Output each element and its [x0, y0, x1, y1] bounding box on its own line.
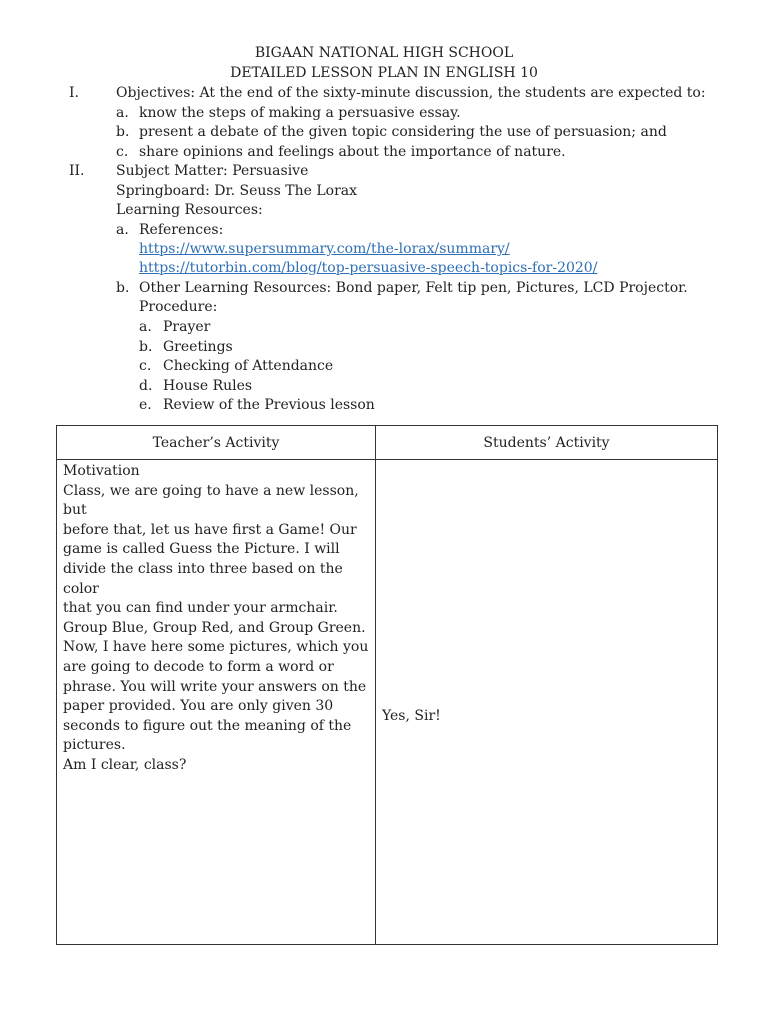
- objective-marker-a: a.: [116, 105, 129, 121]
- student-response: Yes, Sir!: [382, 708, 441, 724]
- objectives-heading: Objectives: At the end of the sixty-minute discussion, the students are expected to:: [116, 85, 706, 101]
- references-marker: a.: [116, 222, 129, 238]
- procedure-item-prayer: Prayer: [163, 319, 211, 335]
- procedure-marker-e: e.: [139, 397, 152, 413]
- school-name: BIGAAN NATIONAL HIGH SCHOOL: [254, 45, 514, 61]
- objective-marker-b: b.: [116, 124, 130, 140]
- procedure-marker-b: b.: [139, 339, 153, 355]
- procedure-marker-a: a.: [139, 319, 152, 335]
- procedure-item-review: Review of the Previous lesson: [163, 397, 375, 413]
- section-1-numeral: I.: [69, 85, 79, 101]
- section-2-numeral: II.: [69, 163, 85, 179]
- procedure-label: Procedure:: [139, 299, 218, 315]
- other-resources-marker: b.: [116, 280, 130, 296]
- objective-marker-c: c.: [116, 144, 129, 160]
- reference-link-2[interactable]: https://tutorbin.com/blog/top-persuasive-speech-topics-for-2020/: [139, 260, 598, 276]
- learning-resources-label: Learning Resources:: [116, 202, 263, 218]
- references-label: References:: [139, 222, 224, 238]
- procedure-item-house-rules: House Rules: [163, 378, 253, 394]
- teacher-activity-header: Teacher’s Activity: [57, 426, 376, 460]
- objective-a: know the steps of making a persuasive essay.: [139, 105, 461, 121]
- subject-matter: Subject Matter: Persuasive: [116, 163, 309, 179]
- reference-link-1[interactable]: https://www.supersummary.com/the-lorax/summary/: [139, 241, 510, 257]
- springboard: Springboard: Dr. Seuss The Lorax: [116, 183, 358, 199]
- procedure-marker-d: d.: [139, 378, 153, 394]
- table-row: [57, 460, 718, 945]
- procedure-item-greetings: Greetings: [163, 339, 233, 355]
- students-activity-header: Students’ Activity: [376, 426, 718, 460]
- other-resources: Other Learning Resources: Bond paper, Felt tip pen, Pictures, LCD Projector.: [139, 280, 688, 296]
- teacher-activity-cell: [57, 460, 376, 945]
- procedure-item-attendance: Checking of Attendance: [163, 358, 334, 374]
- procedure-marker-c: c.: [139, 358, 152, 374]
- activity-table: [56, 425, 718, 945]
- teacher-motivation-text: Motivation Class, we are going to have a new lesson, but before that, let us have first a Game! Our game is called Guess the Picture. I will divide the class into three based on the color that you can find under your armchair. Group Blue, Group Red, and Group Green. Now, I have here some pictures, which you are going to decode to form a word or phrase. You will write your answers on the paper provided. You are only given 30 seconds to figure out the meaning of the pictures. Am I clear, class?: [63, 463, 369, 773]
- table-header-row: [57, 426, 718, 460]
- objective-b: present a debate of the given topic considering the use of persuasion; and: [139, 124, 667, 140]
- objective-c: share opinions and feelings about the importance of nature.: [139, 144, 566, 160]
- lesson-plan-title: DETAILED LESSON PLAN IN ENGLISH 10: [230, 65, 538, 81]
- students-activity-cell: [376, 460, 718, 945]
